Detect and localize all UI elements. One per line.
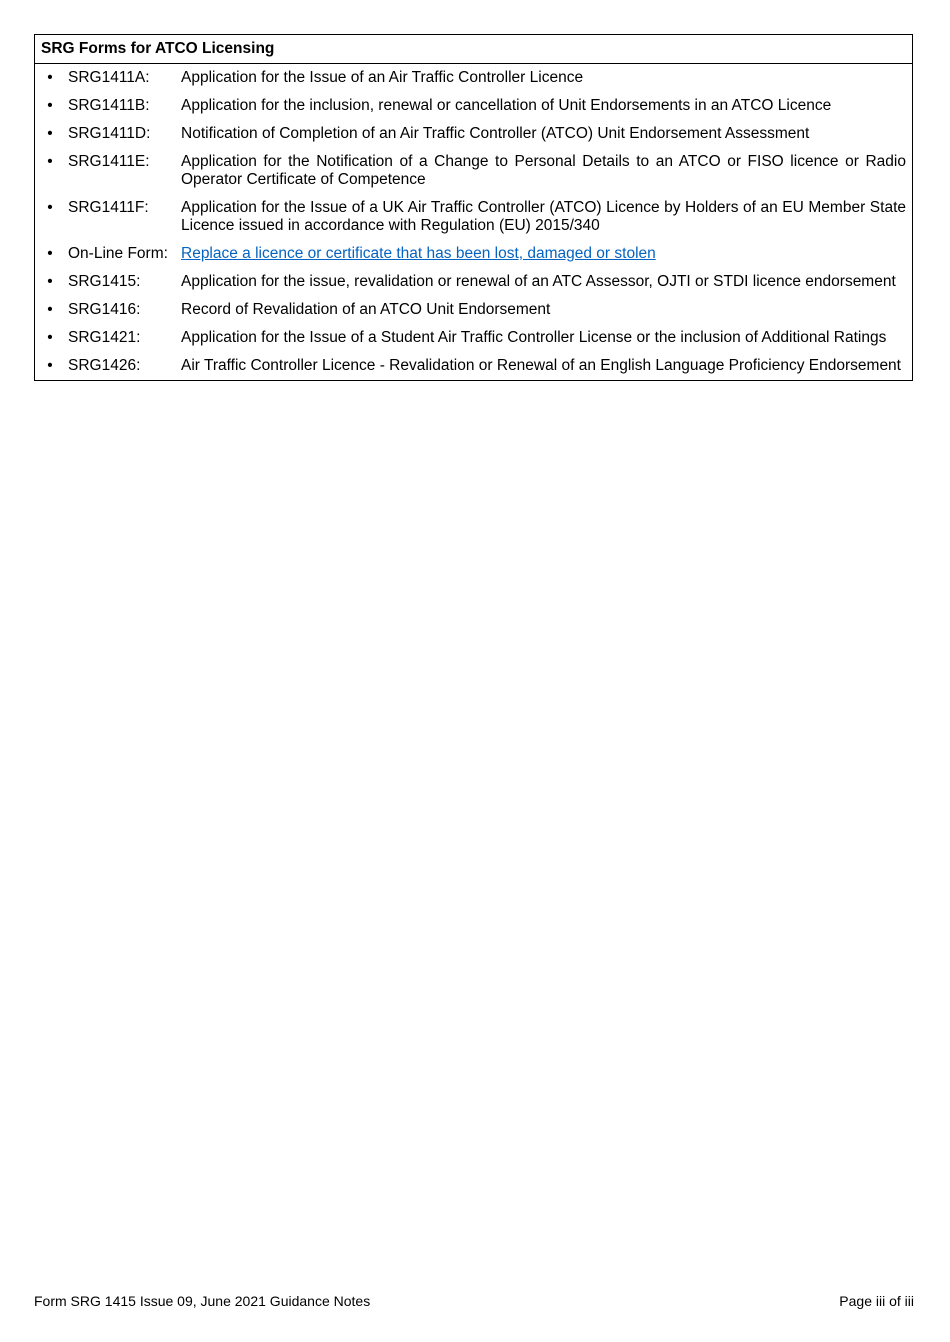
- list-item: [35, 245, 906, 263]
- list-item: [35, 199, 906, 235]
- footer-page-number: Page iii of iii: [839, 1293, 914, 1309]
- form-description: Application for the inclusion, renewal or cancellation of Unit Endorsements in an ATCO Licence: [181, 97, 832, 114]
- form-code: On-Line Form:: [68, 245, 168, 262]
- form-code: SRG1421:: [68, 329, 141, 346]
- list-item: [35, 125, 906, 143]
- form-description: Application for the Issue of a UK Air Traffic Controller (ATCO) Licence by Holders of an EU Member State Licence issued in accordance with Regulation (EU) 2015/340: [181, 199, 906, 234]
- list-item: [35, 97, 906, 115]
- bullet-icon: •: [47, 357, 53, 374]
- form-code: SRG1411F:: [68, 199, 149, 216]
- list-item: [35, 153, 906, 189]
- replace-licence-link[interactable]: Replace a licence or certificate that has been lost, damaged or stolen: [181, 245, 656, 262]
- bullet-icon: •: [47, 329, 53, 346]
- form-code: SRG1411D:: [68, 125, 151, 142]
- form-description: Air Traffic Controller Licence - Revalidation or Renewal of an English Language Proficiency Endorsement: [181, 357, 901, 374]
- form-code: SRG1416:: [68, 301, 141, 318]
- list-item: [35, 69, 906, 87]
- form-description: Application for the Issue of a Student Air Traffic Controller License or the inclusion of Additional Ratings: [181, 329, 887, 346]
- bullet-icon: •: [47, 97, 53, 114]
- form-description: Application for the issue, revalidation or renewal of an ATC Assessor, OJTI or STDI licence endorsement: [181, 273, 896, 290]
- bullet-icon: •: [47, 153, 53, 170]
- list-item: [35, 329, 906, 347]
- form-description: Application for the Issue of an Air Traffic Controller Licence: [181, 69, 584, 86]
- bullet-icon: •: [47, 199, 53, 216]
- form-description: Notification of Completion of an Air Traffic Controller (ATCO) Unit Endorsement Assessment: [181, 125, 810, 142]
- form-code: SRG1415:: [68, 273, 141, 290]
- list-item: [35, 357, 906, 375]
- form-list: [35, 64, 912, 380]
- bullet-icon: •: [47, 245, 53, 262]
- bullet-icon: •: [47, 273, 53, 290]
- form-description: Record of Revalidation of an ATCO Unit Endorsement: [181, 301, 551, 318]
- form-code: SRG1426:: [68, 357, 141, 374]
- srg-forms-box: [34, 34, 913, 381]
- form-code: SRG1411B:: [68, 97, 150, 114]
- bullet-icon: •: [47, 69, 53, 86]
- bullet-icon: •: [47, 125, 53, 142]
- box-title: SRG Forms for ATCO Licensing: [35, 35, 912, 64]
- form-code: SRG1411A:: [68, 69, 150, 86]
- form-code: SRG1411E:: [68, 153, 150, 170]
- footer-form-reference: Form SRG 1415 Issue 09, June 2021 Guidance Notes: [34, 1293, 371, 1309]
- form-description: Application for the Notification of a Change to Personal Details to an ATCO or FISO licence or Radio Operator Certificate of Competence: [181, 153, 906, 188]
- bullet-icon: •: [47, 301, 53, 318]
- list-item: [35, 301, 906, 319]
- list-item: [35, 273, 906, 291]
